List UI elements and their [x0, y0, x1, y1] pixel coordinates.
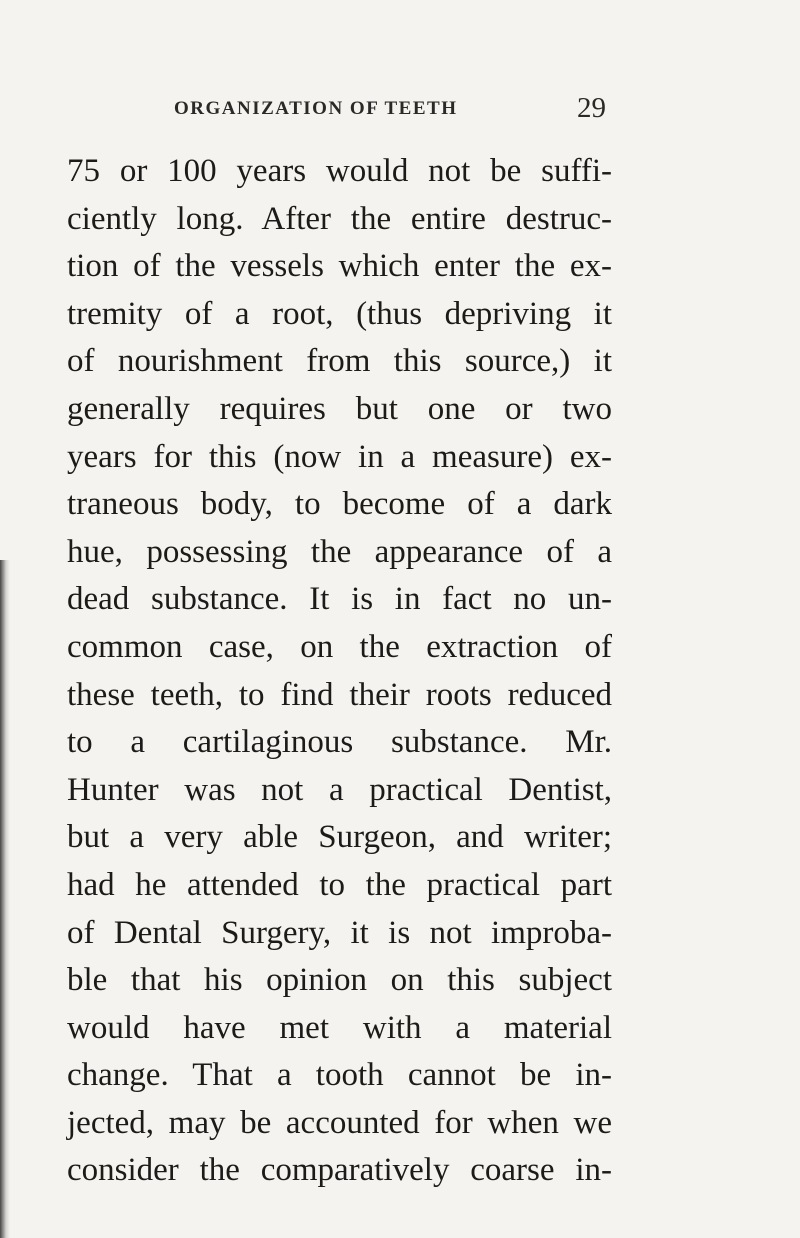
text-line: tion of the vessels which enter the ex- — [67, 248, 612, 285]
text-line: but a very able Surgeon, and writer; — [67, 819, 612, 856]
text-line: hue, possessing the appearance of a — [67, 533, 612, 570]
text-line: consider the comparatively coarse in- — [67, 1152, 612, 1189]
text-line: these teeth, to find their roots reduced — [67, 676, 612, 713]
text-line: jected, may be accounted for when we — [67, 1104, 612, 1141]
text-line: common case, on the extraction of — [67, 628, 612, 665]
text-line: dead substance. It is in fact no un- — [67, 581, 612, 618]
text-line: ble that his opinion on this subject — [67, 962, 612, 999]
text-line: had he attended to the practical part — [67, 866, 612, 903]
text-line: years for this (now in a measure) ex- — [67, 438, 612, 475]
text-line: would have met with a material — [67, 1009, 612, 1046]
text-line: change. That a tooth cannot be in- — [67, 1057, 612, 1094]
body-text — [67, 148, 612, 1195]
running-title: ORGANIZATION OF TEETH — [174, 98, 458, 119]
binding-shadow — [0, 560, 10, 1238]
page-number: 29 — [577, 92, 606, 124]
text-line: 75 or 100 years would not be suffi- — [67, 153, 612, 189]
text-line: traneous body, to become of a dark — [67, 486, 612, 523]
text-line: tremity of a root, (thus depriving it — [67, 295, 612, 332]
text-line: generally requires but one or two — [67, 390, 612, 427]
text-line: to a cartilaginous substance. Mr. — [67, 724, 612, 761]
running-head — [162, 92, 606, 126]
text-line: of Dental Surgery, it is not improba- — [67, 914, 612, 951]
text-line: of nourishment from this source,) it — [67, 343, 612, 380]
text-line: Hunter was not a practical Dentist, — [67, 771, 612, 808]
text-line: ciently long. After the entire destruc- — [67, 200, 612, 237]
